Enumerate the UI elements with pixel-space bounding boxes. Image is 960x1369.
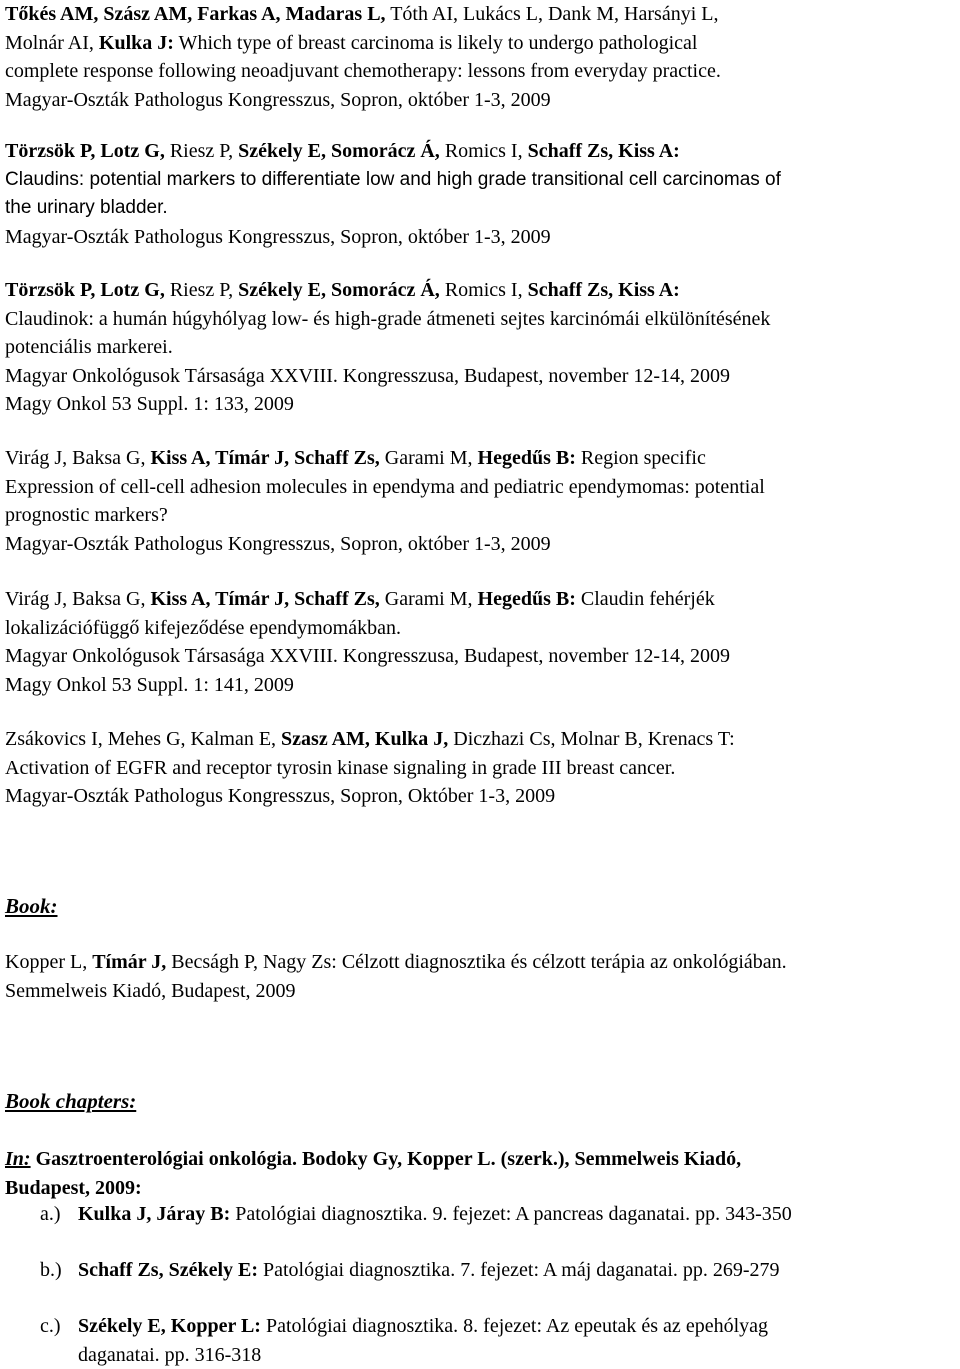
author-group: Romics I, — [440, 279, 528, 301]
author-group: Riesz P, — [165, 140, 238, 162]
author-group: Hegedűs B: — [478, 447, 576, 469]
source-book-cont: Budapest, 2009: — [5, 1174, 741, 1203]
publication-venue: Magyar-Oszták Pathologus Kongresszus, Sopron, október 1-3, 2009 — [5, 530, 765, 559]
chapter-item-a — [40, 1200, 792, 1229]
chapter-item-c — [40, 1312, 768, 1369]
author-group: Székely E, Somorácz Á, — [238, 279, 440, 301]
author-group: Riesz P, — [165, 279, 238, 301]
publication-title: Claudinok: a humán húgyhólyag low- és high-grade átmeneti sejtes karcinómái elkülönítésének — [5, 305, 770, 334]
publication-title: Activation of EGFR and receptor tyrosin kinase signaling in grade III breast cancer. — [5, 754, 735, 783]
author-group: Tóth AI, Lukács L, Dank M, Harsányi L, — [386, 3, 719, 25]
publication-title: Claudins: potential markers to differentiate low and high grade transitional cell carcinomas of — [5, 166, 781, 195]
section-heading-book: Book: — [5, 894, 58, 919]
publication-venue: Magy Onkol 53 Suppl. 1: 141, 2009 — [5, 671, 730, 700]
publication-venue: Magy Onkol 53 Suppl. 1: 133, 2009 — [5, 390, 770, 419]
chapter-authors: Schaff Zs, Székely E: — [78, 1259, 258, 1281]
publication-title: complete response following neoadjuvant chemotherapy: lessons from everyday practice. — [5, 57, 721, 86]
publication-authors — [5, 137, 781, 166]
book-entry — [5, 948, 787, 1005]
author-group: Virág J, Baksa G, — [5, 447, 150, 469]
chapter-title: Patológiai diagnosztika. 7. fejezet: A máj daganatai. pp. 269-279 — [258, 1259, 780, 1281]
chapter-item-b — [40, 1256, 780, 1285]
publication-2 — [5, 137, 781, 251]
book-chapters-intro — [5, 1145, 741, 1202]
publication-1 — [5, 0, 721, 114]
publication-title: Claudin fehérjék — [576, 588, 715, 610]
publication-4 — [5, 444, 765, 558]
author-group: Törzsök P, Lotz G, — [5, 140, 165, 162]
author-group: Székely E, Somorácz Á, — [238, 140, 440, 162]
author-group: Diczhazi Cs, Molnar B, Krenacs T: — [448, 728, 734, 750]
author-group: Garami M, — [380, 447, 478, 469]
publication-authors — [5, 444, 765, 473]
publication-venue: Magyar Onkológusok Társasága XXVIII. Kongresszusa, Budapest, november 12-14, 2009 — [5, 362, 770, 391]
publication-title: Expression of cell-cell adhesion molecules in ependyma and pediatric ependymomas: potential — [5, 473, 765, 502]
publication-5 — [5, 585, 730, 699]
author-group: Kiss A, Tímár J, Schaff Zs, — [150, 447, 379, 469]
chapter-title: Patológiai diagnosztika. 8. fejezet: Az epeutak és az epehólyag — [261, 1315, 768, 1337]
publication-3 — [5, 276, 770, 419]
publication-title: Which type of breast carcinoma is likely to undergo pathological — [174, 32, 698, 54]
author-group: Virág J, Baksa G, — [5, 588, 150, 610]
author-group: Hegedűs B: — [478, 588, 576, 610]
chapter-letter: c.) — [40, 1312, 78, 1341]
chapter-authors: Székely E, Kopper L: — [78, 1315, 261, 1337]
publication-authors — [5, 585, 730, 614]
author-group: Schaff Zs, Kiss A: — [528, 279, 680, 301]
publication-venue: Magyar-Oszták Pathologus Kongresszus, Sopron, Október 1-3, 2009 — [5, 782, 735, 811]
publication-venue: Magyar-Oszták Pathologus Kongresszus, Sopron, október 1-3, 2009 — [5, 86, 721, 115]
section-heading-book-chapters: Book chapters: — [5, 1089, 136, 1114]
publication-authors — [5, 276, 770, 305]
chapter-letter: a.) — [40, 1200, 78, 1229]
author-group: Kopper L, — [5, 951, 92, 973]
book-title: Becságh P, Nagy Zs: Célzott diagnosztika és célzott terápia az onkológiában. — [166, 951, 786, 973]
in-label: In: — [5, 1148, 31, 1170]
publication-title: the urinary bladder. — [5, 194, 781, 223]
author-group: Garami M, — [380, 588, 478, 610]
publication-venue: Magyar-Oszták Pathologus Kongresszus, Sopron, október 1-3, 2009 — [5, 223, 781, 252]
publication-title: prognostic markers? — [5, 501, 765, 530]
publication-venue: Magyar Onkológusok Társasága XXVIII. Kongresszusa, Budapest, november 12-14, 2009 — [5, 642, 730, 671]
author-group: Kulka J: — [99, 32, 174, 54]
author-group: Romics I, — [440, 140, 528, 162]
chapter-letter: b.) — [40, 1256, 78, 1285]
source-book: Gasztroenterológiai onkológia. Bodoky Gy, Kopper L. (szerk.), Semmelweis Kiadó, — [31, 1148, 742, 1170]
book-authors — [5, 948, 787, 977]
publication-authors — [5, 725, 735, 754]
chapter-authors: Kulka J, Járay B: — [78, 1203, 230, 1225]
publication-title: lokalizációfüggő kifejeződése ependymomákban. — [5, 614, 730, 643]
author-group: Tőkés AM, Szász AM, Farkas A, Madaras L, — [5, 3, 386, 25]
author-group: Szasz AM, Kulka J, — [281, 728, 448, 750]
author-group: Zsákovics I, Mehes G, Kalman E, — [5, 728, 281, 750]
publication-title: potenciális markerei. — [5, 333, 770, 362]
author-group: Tímár J, — [92, 951, 166, 973]
chapter-title: Patológiai diagnosztika. 9. fejezet: A pancreas daganatai. pp. 343-350 — [230, 1203, 792, 1225]
author-group: Törzsök P, Lotz G, — [5, 279, 165, 301]
publication-authors — [5, 0, 721, 29]
publication-6 — [5, 725, 735, 811]
publication-title: Region specific — [576, 447, 706, 469]
book-publisher: Semmelweis Kiadó, Budapest, 2009 — [5, 977, 787, 1006]
author-group: Kiss A, Tímár J, Schaff Zs, — [150, 588, 379, 610]
publication-authors-cont — [5, 29, 721, 58]
author-group: Schaff Zs, Kiss A: — [528, 140, 680, 162]
chapter-title-cont: daganatai. pp. 316-318 — [40, 1341, 768, 1369]
author-group: Molnár AI, — [5, 32, 99, 54]
